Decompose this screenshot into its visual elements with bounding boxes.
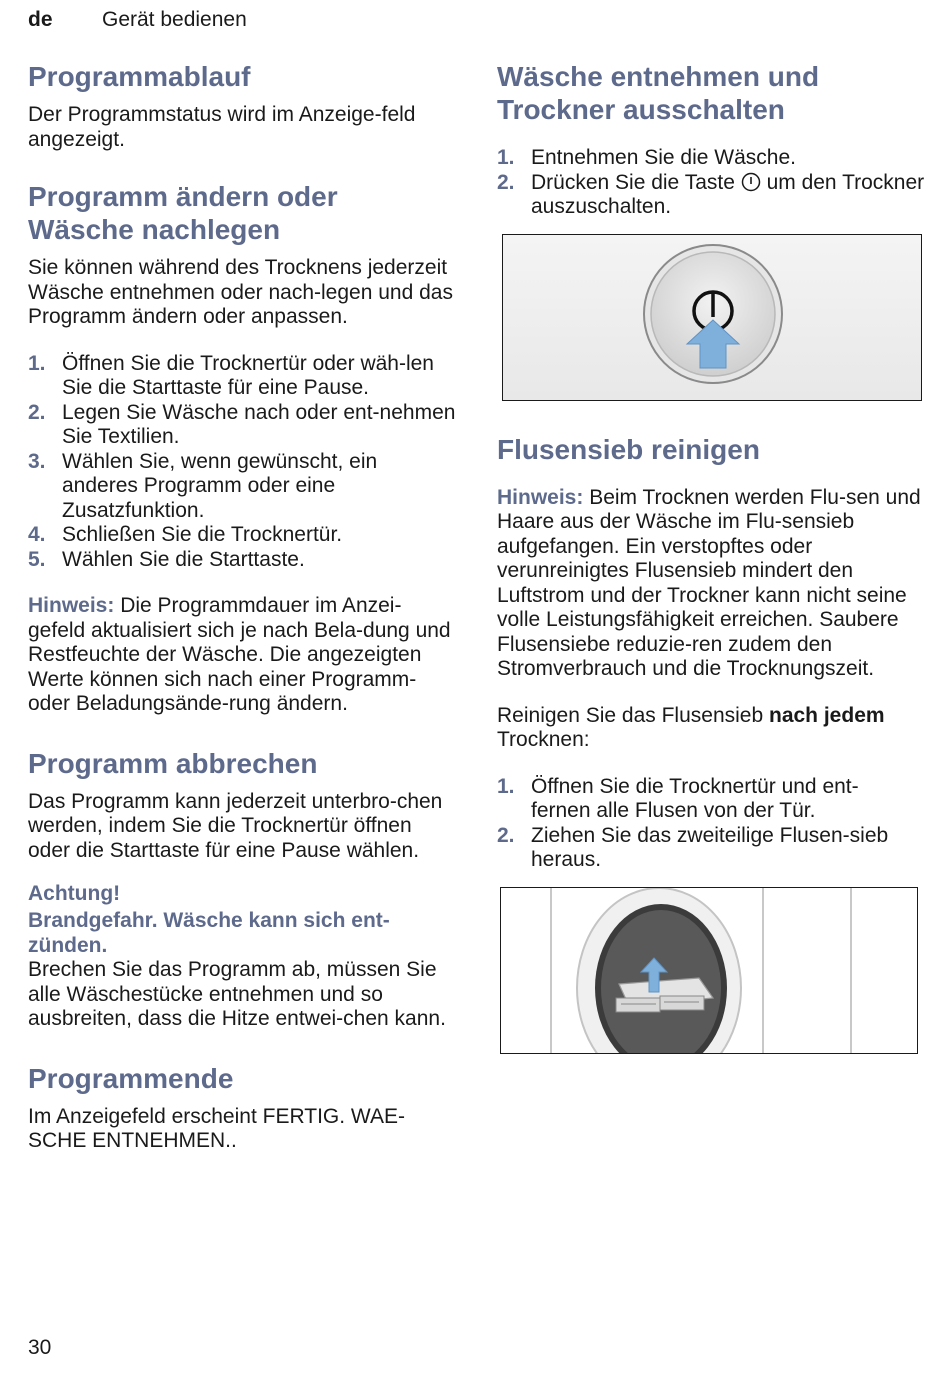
warning-line: Brandgefahr. Wäsche kann sich ent-: [28, 909, 390, 932]
aendern-intro: Sie können während des Trocknens jederzeit Wäsche entnehmen oder nach-legen und das Programm ändern oder anpassen.: [28, 256, 453, 328]
list-item: [497, 775, 917, 824]
hint-text: Die Programmdauer im Anzei-gefeld aktualisiert sich je nach Bela-dung und Restfeuchte der Wäsche. Die angezeigten Werte können sich nach einer Programm- oder Beladungsände-rung ändern.: [28, 594, 451, 715]
programmablauf-text: Der Programmstatus wird im Anzeige-feld angezeigt.: [28, 103, 416, 151]
step-number: 1.: [28, 351, 46, 375]
step-text: Wählen Sie, wenn gewünscht, ein anderes Programm oder eine Zusatzfunktion.: [62, 449, 378, 522]
step-text: Wählen Sie die Starttaste.: [62, 547, 305, 571]
step-number: 2.: [497, 170, 515, 194]
hint-label: Hinweis:: [497, 485, 584, 509]
heading-flusensieb: Flusensieb reinigen: [497, 433, 760, 465]
step-number: 2.: [28, 400, 46, 424]
hint-label: Hinweis:: [28, 594, 115, 617]
lint-filter-illustration: [500, 887, 918, 1054]
power-button-drawing: [503, 235, 922, 401]
step-text-before: Drücken Sie die Taste: [531, 170, 741, 194]
heading-programmablauf: Programmablauf: [28, 61, 251, 92]
heading-line: Programm ändern oder: [28, 181, 338, 212]
lint-filter-drawing: [501, 888, 918, 1054]
step-number: 2.: [497, 823, 515, 847]
power-icon: [741, 172, 761, 192]
step-text-after: um den Trockner auszuschalten.: [531, 170, 925, 218]
warning-subtitle: [28, 908, 468, 958]
heading-line: Trockner ausschalten: [497, 94, 785, 125]
list-item: [497, 824, 917, 873]
page-header: [28, 8, 247, 32]
step-text: Entnehmen Sie die Wäsche.: [531, 146, 796, 169]
warning-block: [28, 881, 468, 1032]
step-text: Öffnen Sie die Trocknertür und ent-fernen alle Flusen von der Tür.: [531, 774, 859, 822]
step-text: Legen Sie Wäsche nach oder ent-nehmen Sie Textilien.: [62, 400, 456, 448]
heading-programm-aendern: [28, 180, 468, 246]
clean-text-after: Trocknen:: [497, 728, 590, 751]
warning-title: Achtung!: [28, 882, 121, 905]
power-button-illustration: [502, 234, 922, 401]
heading-waesche-entnehmen: [497, 60, 927, 126]
step-text: Öffnen Sie die Trocknertür oder wäh-len Sie die Starttaste für eine Pause.: [62, 351, 434, 399]
abbrechen-text: Das Programm kann jederzeit unterbro-chen werden, indem Sie die Trocknertür öffnen oder die Starttaste für eine Pause wählen.: [28, 789, 443, 862]
list-item: [497, 146, 927, 171]
step-number: 4.: [28, 523, 46, 546]
clean-instruction: [497, 704, 917, 753]
list-item: [28, 401, 458, 450]
clean-text-bold: nach jedem: [769, 703, 885, 727]
aendern-steps: [28, 352, 458, 573]
programmende-text: Im Anzeigefeld erscheint FERTIG. WAE-SCHE ENTNEHMEN..: [28, 1104, 405, 1152]
step-number: 1.: [497, 774, 515, 798]
heading-line: Wäsche nachlegen: [28, 214, 281, 245]
heading-line: Wäsche entnehmen und: [497, 61, 820, 92]
step-text: Ziehen Sie das zweiteilige Flusen-sieb heraus.: [531, 823, 889, 871]
right-column: [497, 60, 927, 1054]
list-item: [28, 450, 458, 524]
warning-text: Brechen Sie das Programm ab, müssen Sie alle Wäschestücke entnehmen und so ausbreiten, dass die Hitze entwei-chen kann.: [28, 958, 446, 1030]
list-item: [28, 548, 458, 573]
hint-text: Beim Trocknen werden Flu-sen und Haare aus der Wäsche im Flu-sensieb aufgefangen. Ein verstopftes oder verunreinigtes Flusensieb mindert den Luftstrom und der Trockner kann nicht seine volle Leistungsfähigkeit erreichen. Saubere Flusensiebe reduzie-ren zudem den Stromverbrauch und die Trocknungszeit.: [497, 485, 921, 680]
flusensieb-hint: [497, 486, 927, 682]
clean-text-before: Reinigen Sie das Flusensieb: [497, 703, 769, 727]
flusensieb-steps: [497, 775, 917, 873]
left-column: [28, 60, 468, 1154]
entnehmen-steps: [497, 146, 927, 220]
list-item: [28, 352, 458, 401]
step-text: Schließen Sie die Trocknertür.: [62, 523, 343, 546]
section-title: Gerät bedienen: [102, 8, 247, 31]
step-number: 3.: [28, 449, 46, 473]
aendern-hint: [28, 594, 458, 717]
step-number: 5.: [28, 547, 46, 571]
step-number: 1.: [497, 146, 515, 169]
list-item: [497, 171, 927, 220]
page-number: 30: [28, 1336, 52, 1359]
list-item: [28, 523, 458, 548]
warning-line: zünden.: [28, 934, 108, 957]
heading-programm-abbrechen: Programm abbrechen: [28, 747, 318, 779]
language-code: de: [28, 8, 53, 31]
heading-programmende: Programmende: [28, 1062, 234, 1094]
